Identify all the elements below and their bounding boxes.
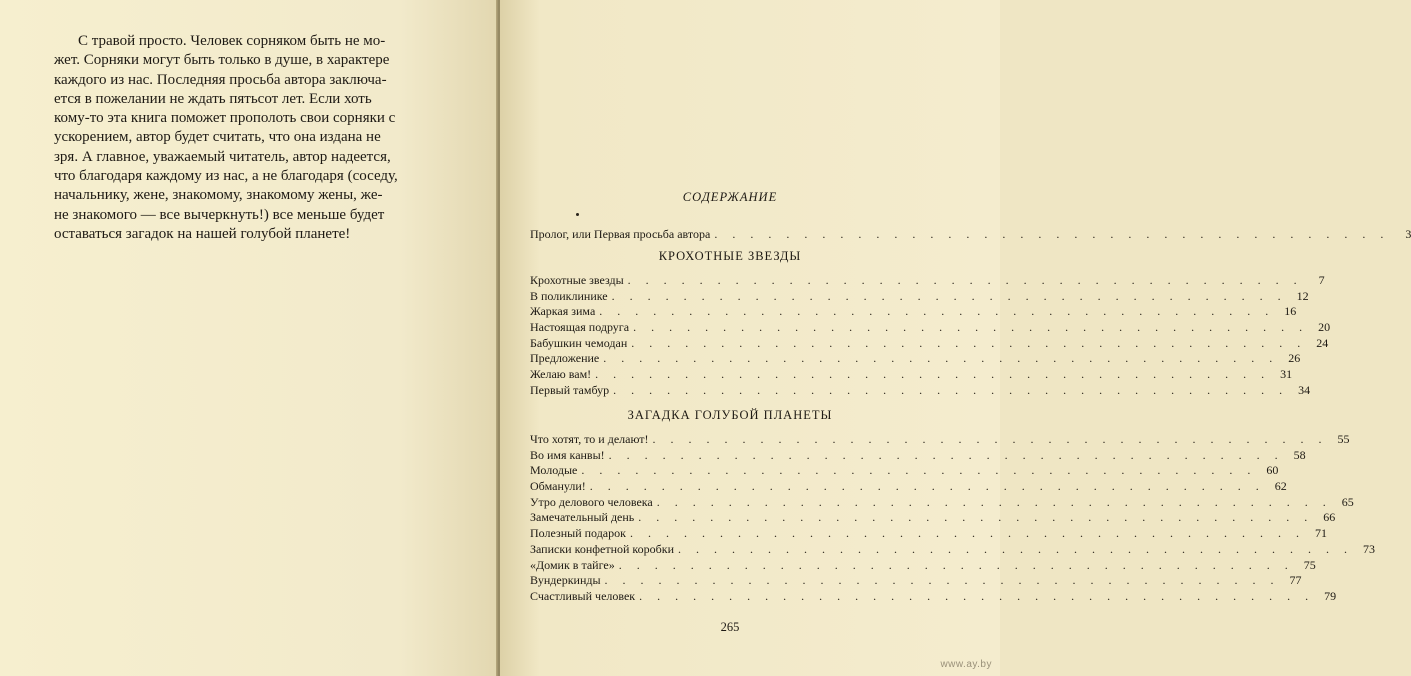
toc-leader-dots: . . . . . . . . . . . . . . . . . . . . . . . . . . . . . . . . . . . . . .: [652, 432, 1328, 446]
toc-entry-page: 7: [1318, 273, 1325, 287]
toc-leader-dots: . . . . . . . . . . . . . . . . . . . . . . . . . . . . . . . . . . . . . .: [627, 273, 1303, 287]
toc-entry-page: 79: [1324, 588, 1337, 603]
toc-entry-title: Полезный подарок: [530, 526, 626, 541]
toc-leader-dots: . . . . . . . . . . . . . . . . . . . . . . . . . . . . . . . . . . . . . .: [604, 573, 1280, 588]
toc-entry: [530, 510, 1336, 526]
toc-entry-title: Счастливый человек: [530, 588, 636, 603]
toc-entry-page: 58: [1293, 447, 1306, 462]
toc-leader-dots: . . . . . . . . . . . . . . . . . . . . . . . . . . . . . . . . . . . . . .: [618, 557, 1294, 572]
body-paragraph: [54, 32, 458, 244]
toc-entry-page: 24: [1316, 335, 1329, 350]
text-line: С травой просто. Человек сорняком быть не мо-: [78, 33, 386, 49]
toc-entry-title: Что хотят, то и делают!: [530, 432, 649, 446]
text-line: ускорением, автор будет считать, что она издана не: [54, 129, 381, 146]
toc-entry: [530, 320, 1331, 336]
toc-leader-dots: . . . . . . . . . . . . . . . . . . . . . . . . . . . . . . . . . . . . . .: [613, 382, 1289, 397]
toc-entry-title: Первый тамбур: [530, 382, 610, 397]
toc-entry-page: 31: [1280, 367, 1293, 382]
text-line: что благодаря каждому из нас, а не благодаря (соседу,: [54, 168, 398, 185]
toc-leader-dots: . . . . . . . . . . . . . . . . . . . . . . . . . . . . . . . . . . . . . .: [595, 367, 1271, 382]
text-line: жет. Сорняки могут быть только в душе, в характере: [54, 52, 390, 69]
toc-entry: [530, 588, 1337, 605]
toc-entry-page: 26: [1288, 351, 1301, 366]
toc-entry: [530, 479, 1287, 495]
toc-section-1: [530, 273, 1331, 399]
toc-leader-dots: . . . . . . . . . . . . . . . . . . . . . . . . . . . . . . . . . . . . . .: [581, 463, 1257, 478]
toc-entry-title: Замечательный день: [530, 510, 635, 525]
toc-entry-page: 34: [1298, 382, 1311, 397]
toc-leader-dots: . . . . . . . . . . . . . . . . . . . . . . . . . . . . . . . . . . . . . .: [638, 510, 1314, 525]
toc-entry-page: 60: [1266, 463, 1279, 478]
toc-leader-dots: . . . . . . . . . . . . . . . . . . . . . . . . . . . . . . . . . . . . . .: [599, 304, 1275, 319]
toc-entry-title: В поликлинике: [530, 288, 608, 303]
toc-entry: [530, 288, 1309, 305]
toc-entry-page: 73: [1363, 541, 1376, 556]
text-line: кому-то эта книга поможет прополоть свои сорняки с: [54, 110, 396, 127]
toc-leader-dots: . . . . . . . . . . . . . . . . . . . . . . . . . . . . . . . . . . . . . .: [629, 526, 1305, 541]
toc-entry-title: Пролог, или Первая просьба автора: [530, 227, 711, 241]
toc-entry: [530, 432, 1350, 448]
toc-leader-dots: . . . . . . . . . . . . . . . . . . . . . . . . . . . . . . . . . . . . . .: [633, 320, 1309, 335]
toc-entry: [530, 541, 1376, 558]
toc-entry-page: 20: [1318, 320, 1331, 335]
toc-entry-title: Обманули!: [530, 479, 586, 494]
toc-entry-page: 55: [1337, 432, 1350, 446]
text-line: оставаться загадок на нашей голубой планете!: [54, 225, 351, 242]
toc-entry-title: Во имя канвы!: [530, 447, 605, 462]
toc-leader-dots: . . . . . . . . . . . . . . . . . . . . . . . . . . . . . . . . . . . . . .: [603, 351, 1279, 366]
toc-entry-page: 65: [1341, 494, 1354, 509]
toc-entry: [530, 273, 1325, 289]
toc-entry: [530, 382, 1311, 399]
toc-leader-dots: . . . . . . . . . . . . . . . . . . . . . . . . . . . . . . . . . . . . . .: [714, 227, 1390, 241]
toc-entry-page: 71: [1314, 526, 1327, 541]
toc-entry-page: 77: [1289, 573, 1302, 588]
text-line: зря. А главное, уважаемый читатель, автор надеется,: [54, 148, 391, 165]
text-line: начальнику, жене, знакомому, знакомому жены, же-: [54, 187, 383, 204]
toc-entry: [530, 463, 1279, 479]
toc-leader-dots: . . . . . . . . . . . . . . . . . . . . . . . . . . . . . . . . . . . . . .: [611, 288, 1287, 303]
toc-entry-page: 66: [1323, 510, 1336, 525]
watermark: www.ay.by: [940, 659, 992, 670]
toc-entry-title: Жаркая зима: [530, 304, 596, 319]
toc-entry-page: 16: [1284, 304, 1297, 319]
toc-entry-title: Желаю вам!: [530, 367, 592, 382]
toc-entry-title: Предложение: [530, 351, 600, 366]
toc-entry-title: Молодые: [530, 463, 578, 478]
text-line: ется в пожелании не ждать пятьсот лет. Если хоть: [54, 90, 372, 107]
toc-section-2: [530, 432, 1376, 605]
toc-entry-page: 3: [1405, 227, 1411, 241]
toc-entry-title: Крохотные звезды: [530, 273, 624, 287]
toc-entry: [530, 351, 1301, 367]
text-line: каждого из нас. Последняя просьба автора заключа-: [54, 71, 387, 88]
toc-entry-page: 12: [1296, 288, 1309, 303]
toc-entry: [530, 335, 1329, 352]
toc-title: СОДЕРЖАНИЕ: [682, 190, 778, 204]
toc-entry-title: Бабушкин чемодан: [530, 335, 628, 350]
toc-entry-title: Утро делового человека: [530, 494, 653, 509]
toc-entry: [530, 573, 1302, 589]
toc-entry: [530, 227, 1411, 243]
toc-prologue: [530, 227, 1411, 243]
toc-entry: [530, 447, 1306, 464]
toc-entry-title: Вундеркинды: [530, 573, 601, 588]
section-heading: ЗАГАДКА ГОЛУБОЙ ПЛАНЕТЫ: [627, 408, 833, 422]
text-line: не знакомого — все вычеркнуть!) все меньше будет: [54, 206, 385, 223]
page-number: 265: [720, 620, 740, 634]
toc-entry-page: 62: [1274, 479, 1287, 494]
print-speck: [576, 213, 579, 216]
toc-leader-dots: . . . . . . . . . . . . . . . . . . . . . . . . . . . . . . . . . . . . . .: [656, 494, 1332, 509]
toc-entry: [530, 367, 1293, 383]
toc-leader-dots: . . . . . . . . . . . . . . . . . . . . . . . . . . . . . . . . . . . . . .: [589, 479, 1265, 494]
toc-entry-title: Записки конфетной коробки: [530, 541, 675, 556]
toc-leader-dots: . . . . . . . . . . . . . . . . . . . . . . . . . . . . . . . . . . . . . .: [678, 541, 1354, 556]
toc-entry: [530, 526, 1327, 542]
toc-leader-dots: . . . . . . . . . . . . . . . . . . . . . . . . . . . . . . . . . . . . . .: [631, 335, 1307, 350]
section-heading: КРОХОТНЫЕ ЗВЕЗДЫ: [658, 249, 802, 263]
toc-entry: [530, 557, 1316, 574]
toc-leader-dots: . . . . . . . . . . . . . . . . . . . . . . . . . . . . . . . . . . . . . .: [608, 447, 1284, 462]
left-page: [0, 0, 498, 676]
toc-entry-title: Настоящая подруга: [530, 320, 630, 335]
toc-leader-dots: . . . . . . . . . . . . . . . . . . . . . . . . . . . . . . . . . . . . . .: [639, 588, 1315, 603]
toc-entry: [530, 304, 1297, 320]
toc-entry-title: «Домик в тайге»: [530, 557, 615, 572]
toc-entry-page: 75: [1303, 557, 1316, 572]
toc-entry: [530, 494, 1354, 511]
